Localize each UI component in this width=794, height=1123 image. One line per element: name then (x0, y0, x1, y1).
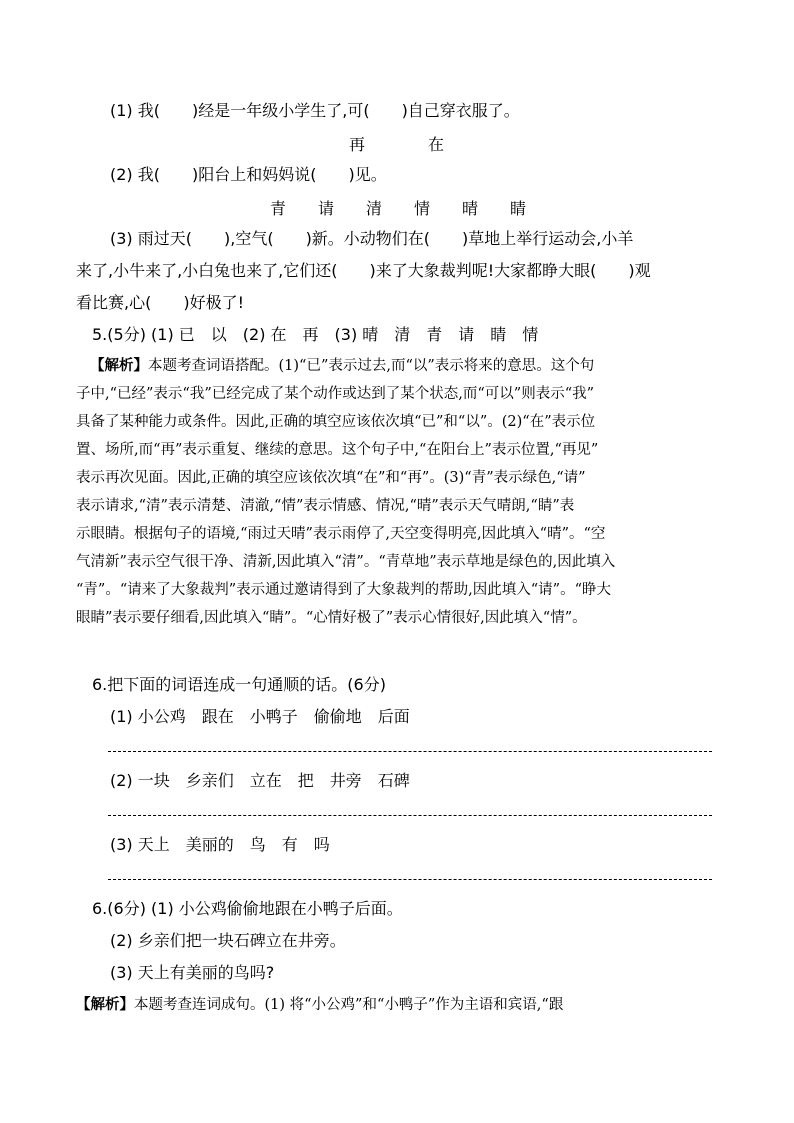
q5-option-qing3: 清 (366, 199, 383, 218)
q5-line2: (2) 我( )阳台上和妈妈说( )见。 (110, 165, 387, 184)
q6-item-2: (2) 一块 乡亲们 立在 把 井旁 石碑 (110, 771, 410, 790)
q5-option-qing2: 请 (318, 199, 335, 218)
q5-option-jing: 睛 (510, 199, 527, 218)
q5-line3b: 来了,小牛来了,小白兔也来了,它们还( )来了大象裁判呢!大家都睁大眼( )观 (76, 261, 651, 280)
q5-option-zai-at: 在 (428, 135, 445, 154)
q5-line3c: 看比赛,心( )好极了! (76, 293, 244, 312)
q5-line3a: (3) 雨过天( ),空气( )新。小动物们在( )草地上举行运动会,小羊 (110, 229, 634, 248)
q5-option-qing4: 情 (414, 199, 431, 218)
q5-analysis-line-2: 子中,“已经”表示“我”已经完成了某个动作或达到了某个状态,而“可以”则表示“我” (76, 386, 595, 402)
q6-item-3: (3) 天上 美丽的 鸟 有 吗 (110, 835, 330, 854)
analysis-tag: 【解析】 (76, 997, 134, 1013)
q6-answer-1: 6.(6分) (1) 小公鸡偷偷地跟在小鸭子后面。 (92, 899, 403, 918)
answer-blank-1[interactable] (108, 751, 712, 752)
q5-answer: 5.(5分) (1) 已 以 (2) 在 再 (3) 晴 清 青 请 睛 情 (92, 325, 539, 344)
q6-answer-3: (3) 天上有美丽的鸟吗? (110, 963, 275, 982)
q5-line1: (1) 我( )经是一年级小学生了,可( )自己穿衣服了。 (110, 101, 520, 120)
q6-item-1: (1) 小公鸡 跟在 小鸭子 偷偷地 后面 (110, 707, 410, 726)
q6-answer-2: (2) 乡亲们把一块石碑立在井旁。 (110, 931, 346, 950)
q5-option-zai-repeat: 再 (349, 135, 366, 154)
q6-analysis-line-1: 【解析】本题考查连词成句。(1) 将“小公鸡”和“小鸭子”作为主语和宾语,“跟 (76, 997, 564, 1013)
q5-analysis-line-4: 置、场所,而“再”表示重复、继续的意思。这个句子中,“在阳台上”表示位置,“再见” (76, 442, 599, 458)
q6-title: 6.把下面的词语连成一句通顺的话。(6分) (92, 675, 386, 694)
q5-analysis-line-10: 眼睛”表示要仔细看,因此填入“睛”。“心情好极了”表示心情很好,因此填入“情”。 (76, 610, 587, 626)
q5-option-qing5: 晴 (462, 199, 479, 218)
q5-analysis-line-7: 示眼睛。根据句子的语境,“雨过天晴”表示雨停了,天空变得明亮,因此填入“晴”。“空 (76, 526, 606, 542)
answer-blank-2[interactable] (108, 815, 712, 816)
analysis-tag: 【解析】 (90, 358, 148, 374)
q5-analysis-line-1: 【解析】本题考查词语搭配。(1)“已”表示过去,而“以”表示将来的意思。这个句 (90, 358, 595, 374)
q5-analysis-line-5: 表示再次见面。因此,正确的填空应该依次填“在”和“再”。(3)“青”表示绿色,“请” (76, 470, 586, 486)
answer-blank-3[interactable] (108, 879, 712, 880)
q5-analysis-line-3: 具备了某种能力或条件。因此,正确的填空应该依次填“已”和“以”。(2)“在”表示位 (76, 414, 596, 430)
q5-analysis-line-6: 表示请求,“清”表示清楚、清澈,“情”表示情感、情况,“晴”表示天气晴朗,“睛”表 (76, 498, 575, 514)
q5-analysis-line-9: “青”。“请来了大象裁判”表示通过邀请得到了大象裁判的帮助,因此填入“请”。“睁大 (76, 582, 611, 598)
q5-option-qing1: 青 (270, 199, 287, 218)
q5-analysis-line-8: 气清新”表示空气很干净、清新,因此填入“清”。“青草地”表示草地是绿色的,因此填入 (76, 554, 616, 570)
